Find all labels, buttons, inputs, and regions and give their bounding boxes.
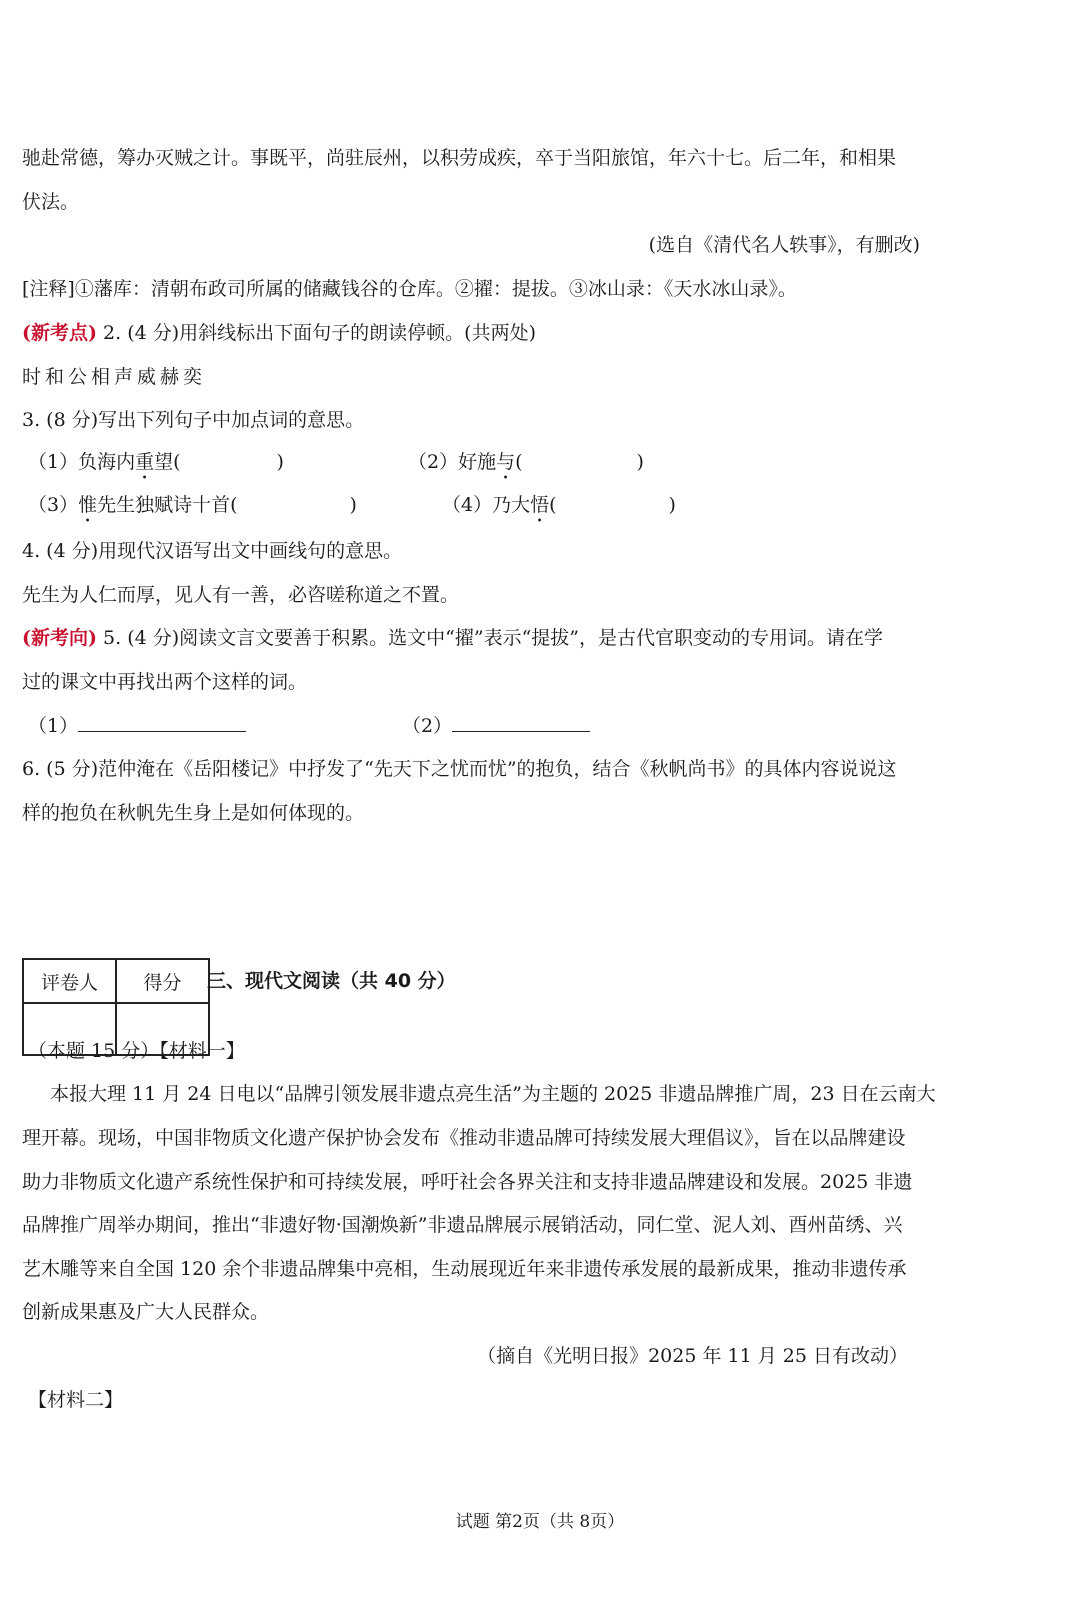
dotted-word: 与: [496, 451, 516, 473]
score-header: 得分: [116, 959, 209, 1003]
question-5-line-2: 过的课文中再找出两个这样的词。: [22, 671, 308, 693]
section-3-title: 三、现代文阅读（共 40 分）: [207, 970, 456, 992]
dotted-word: 悟: [530, 494, 550, 516]
answer-line[interactable]: [452, 713, 590, 732]
new-direction-tag: (新考向): [22, 627, 97, 649]
material-2-title: 【材料二】: [28, 1389, 124, 1411]
question-3-item-3: （3）惟先生独赋诗十首( ): [28, 494, 357, 516]
answer-line[interactable]: [78, 713, 246, 732]
material-1-line-2: 理开幕。现场，中国非物质文化遗产保护协会发布《推动非遗品牌可持续发展大理倡议》，旨在以品牌建设: [22, 1127, 906, 1149]
passage-line-1: 驰赴常德，筹办灭贼之计。事既平，尚驻辰州，以积劳成疾，卒于当阳旅馆，年六十七。后二年，和相果: [22, 147, 897, 169]
passage-line-2: 伏法。: [22, 191, 80, 213]
material-1-line-5: 艺木雕等来自全国 120 余个非遗品牌集中亮相，生动展现近年来非遗传承发展的最新成果，推动非遗传承: [22, 1258, 907, 1280]
material-1-line-6: 创新成果惠及广大人民群众。: [22, 1301, 270, 1323]
dotted-word: 重: [135, 451, 155, 473]
question-2-stem: 2. (4 分)用斜线标出下面句子的朗读停顿。(共两处): [103, 322, 536, 344]
question-5: [22, 624, 883, 652]
question-6-line-1: 6. (5 分)范仲淹在《岳阳楼记》中抒发了“先天下之忧而忧”的抱负，结合《秋帆尚书》的具体内容说说这: [22, 758, 897, 780]
question-3-stem: 3. (8 分)写出下列句子中加点词的意思。: [22, 409, 365, 431]
passage-source: (选自《清代名人轶事》，有删改): [648, 234, 920, 256]
question-4-sentence: 先生为人仁而厚，见人有一善，必咨嗟称道之不置。: [22, 584, 460, 606]
material-1-line-1: 本报大理 11 月 24 日电以“品牌引领发展非遗点亮生活”为主题的 2025 非遗品牌推广周，23 日在云南大: [50, 1083, 936, 1105]
question-2: [22, 319, 536, 347]
new-point-tag: (新考点): [22, 322, 97, 344]
question-5-blank-1: （1）: [28, 712, 246, 740]
question-3-item-4: （4）乃大悟( ): [442, 494, 676, 516]
section-3-intro: （本题 15 分）【材料一】: [28, 1040, 245, 1062]
question-3-item-1: （1）负海内重望( ): [28, 451, 284, 473]
grader-header: 评卷人: [23, 959, 116, 1003]
question-3-item-2: （2）好施与( ): [408, 451, 644, 473]
passage-note: [注释]①藩库：清朝布政司所属的储藏钱谷的仓库。②擢：提拔。③冰山录：《天水冰山录》。: [22, 278, 797, 300]
material-1-line-4: 品牌推广周举办期间，推出“非遗好物·国潮焕新”非遗品牌展示展销活动，同仁堂、泥人刘、酉州苗绣、兴: [22, 1214, 903, 1236]
dotted-word: 惟: [78, 494, 98, 516]
question-2-sentence: 时和公相声威赫奕: [22, 366, 207, 388]
page-footer: 试题 第2页（共 8页）: [455, 1512, 625, 1532]
material-1-line-3: 助力非物质文化遗产系统性保护和可持续发展，呼吁社会各界关注和支持非遗品牌建设和发展。2025 非遗: [22, 1171, 913, 1193]
question-6-line-2: 样的抱负在秋帆先生身上是如何体现的。: [22, 802, 365, 824]
question-5-blank-2: （2）: [402, 712, 590, 740]
material-1-source: （摘自《光明日报》2025 年 11 月 25 日有改动）: [477, 1345, 908, 1367]
question-5-stem: 5. (4 分)阅读文言文要善于积累。选文中“擢”表示“提拔”，是古代官职变动的专用词。请在学: [103, 627, 884, 649]
question-4-stem: 4. (4 分)用现代汉语写出文中画线句的意思。: [22, 540, 403, 562]
